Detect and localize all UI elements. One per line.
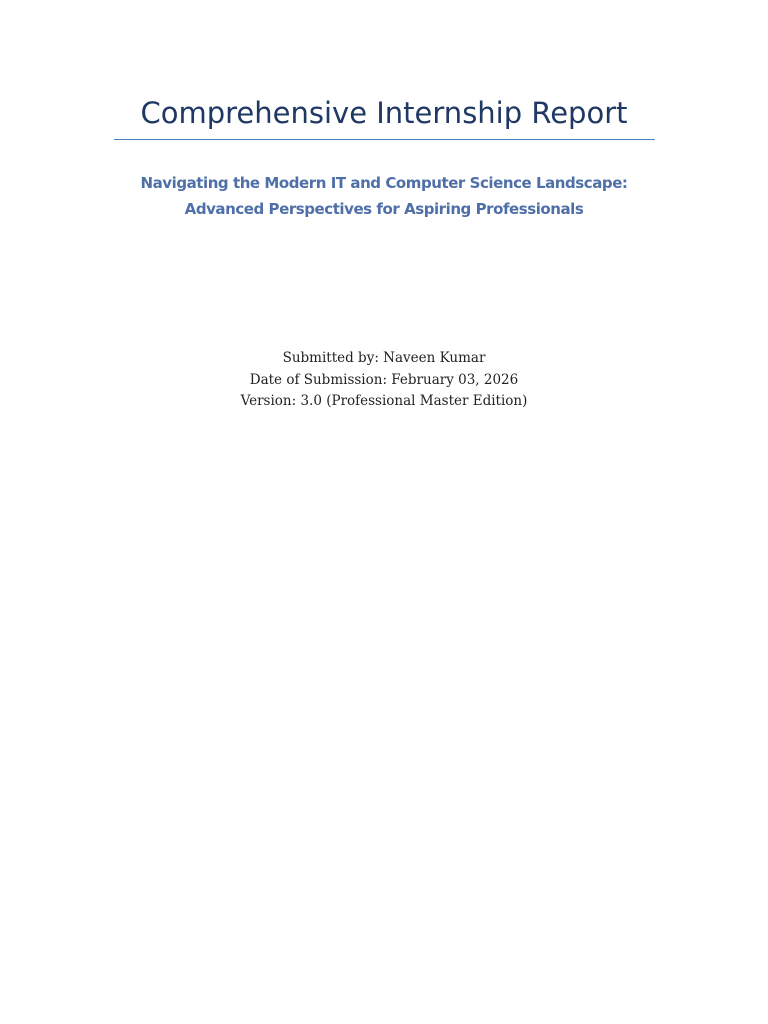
- submission-date-line: Date of Submission: February 03, 2026: [249, 371, 519, 388]
- title-underline-divider: [114, 139, 655, 140]
- submission-details: [114, 348, 654, 413]
- report-subtitle: Navigating the Modern IT and Computer Science Landscape: Advanced Perspectives for Aspiring Professionals: [140, 174, 628, 218]
- submitted-by-line: Submitted by: Naveen Kumar: [282, 350, 486, 366]
- report-title: Comprehensive Internship Report: [140, 96, 628, 130]
- version-line: Version: 3.0 (Professional Master Edition): [240, 393, 528, 409]
